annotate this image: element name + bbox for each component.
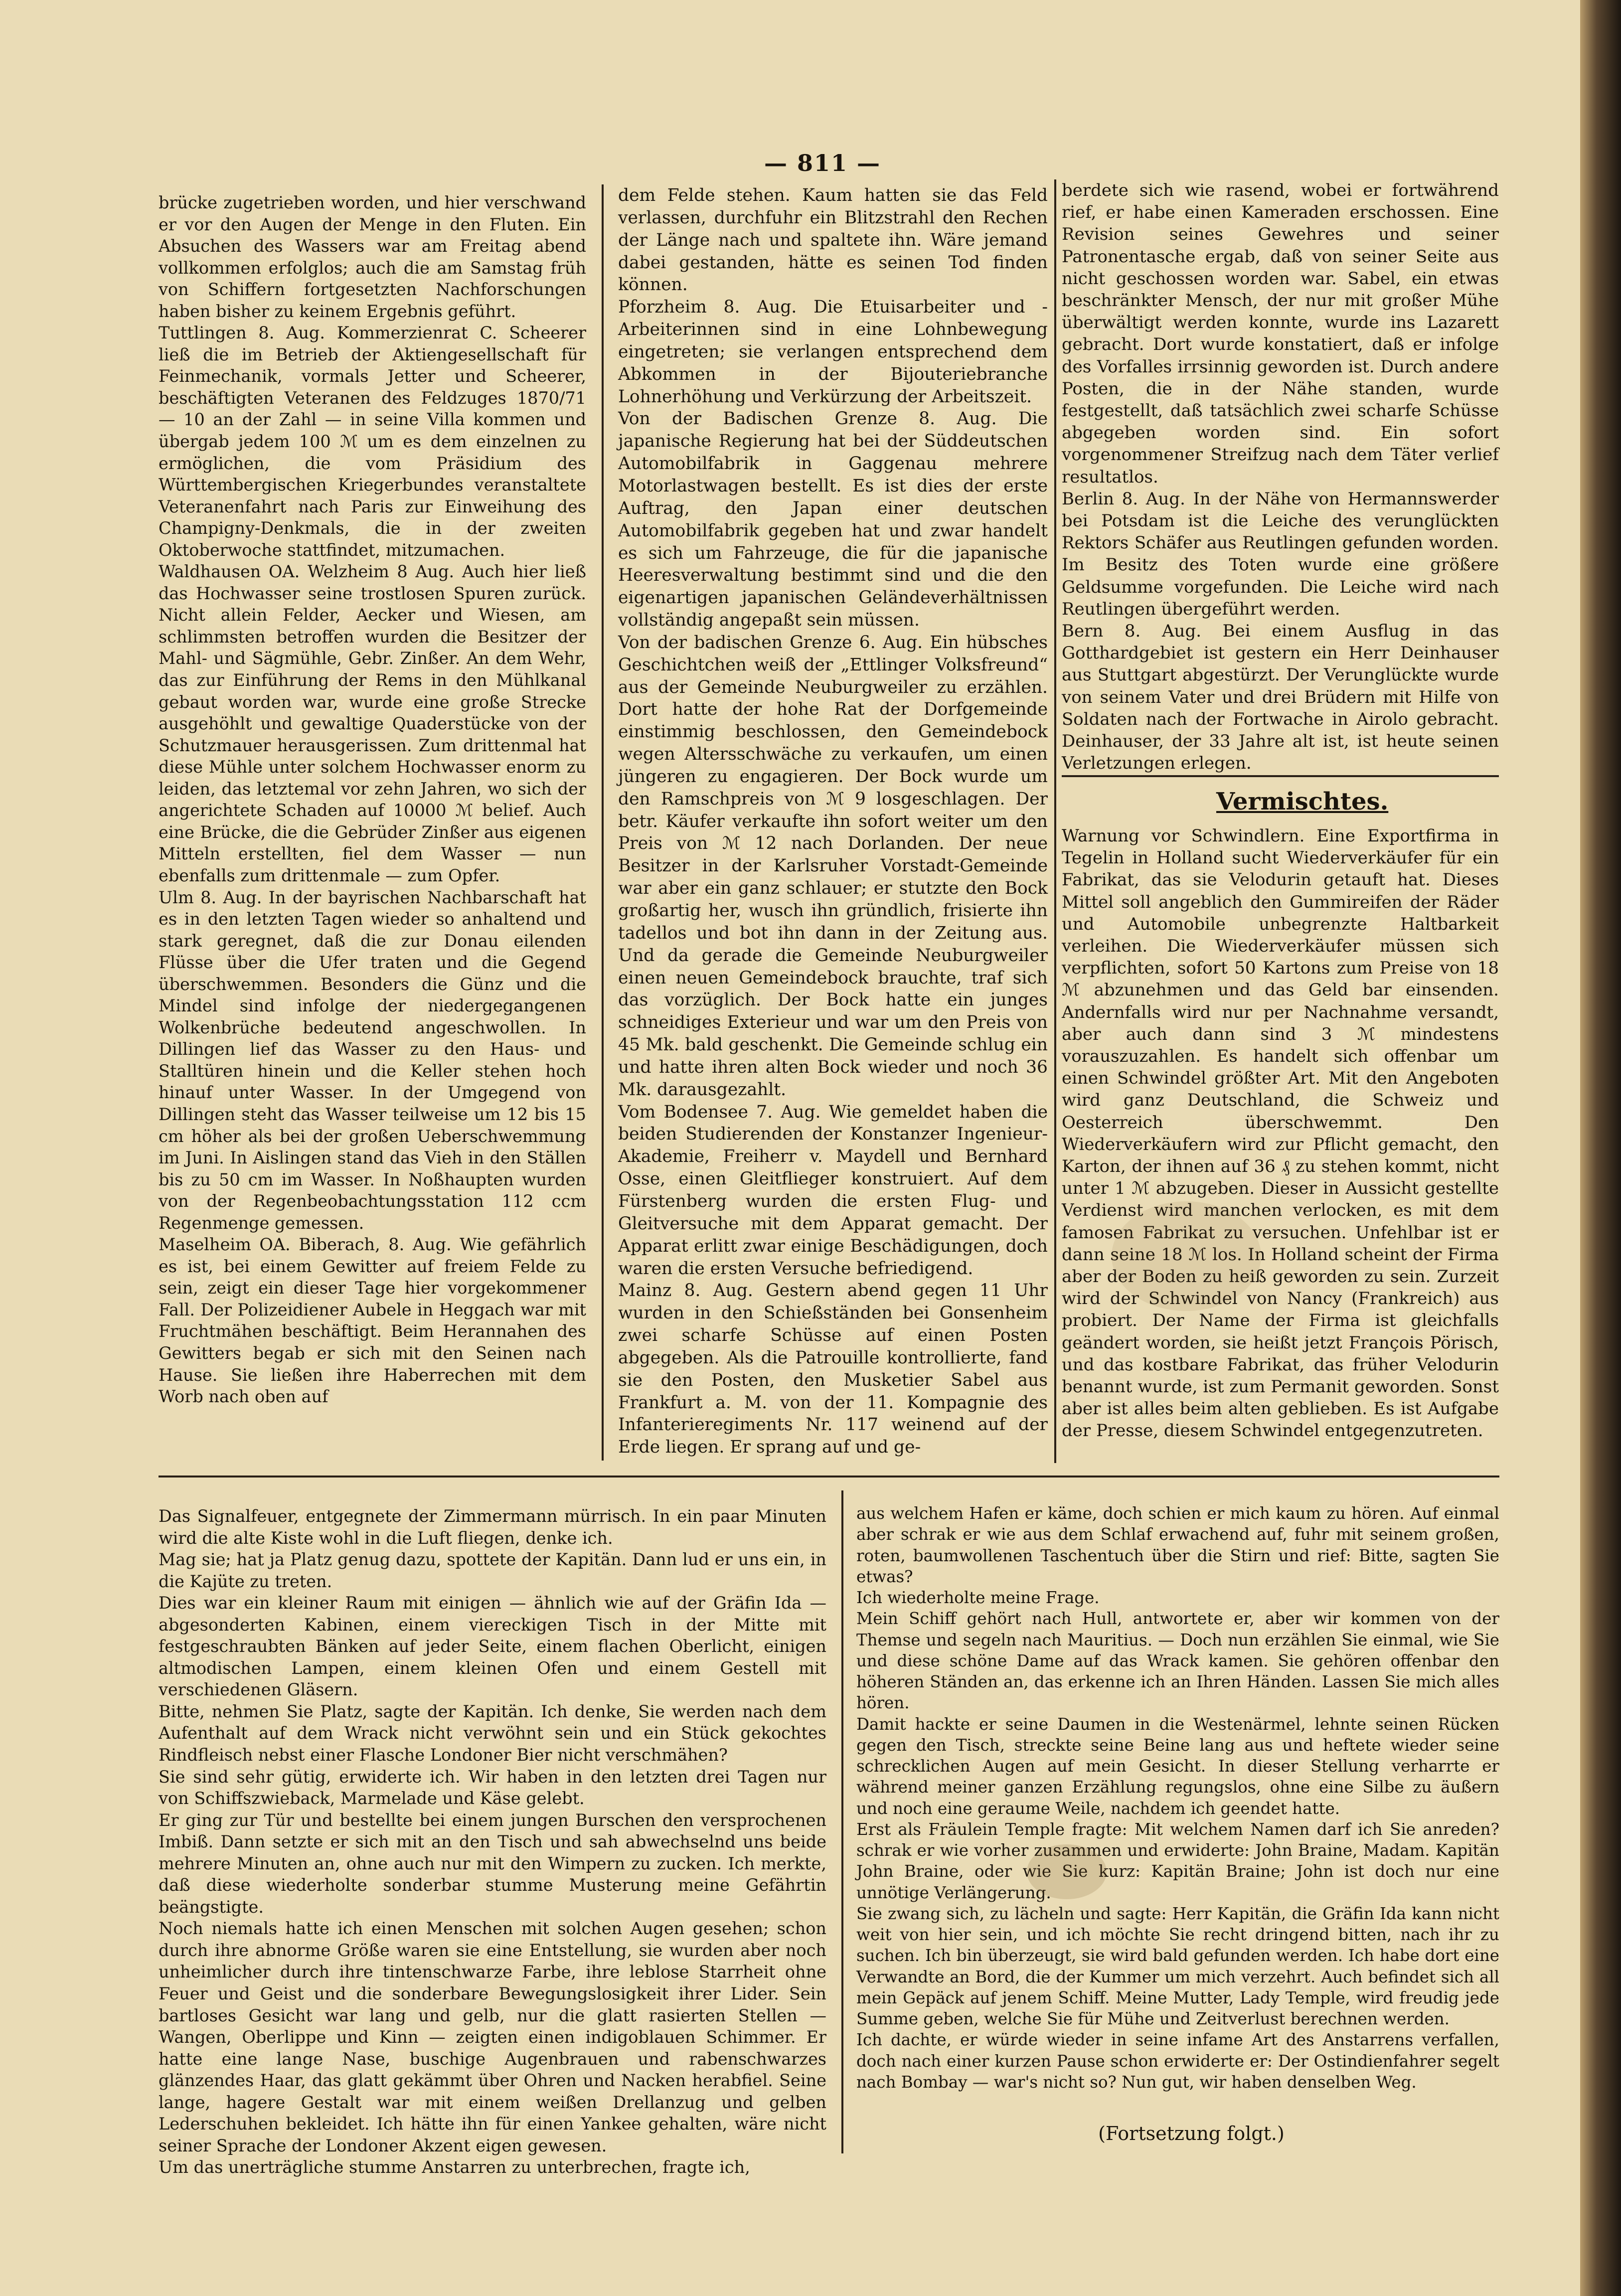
section-heading: Vermischtes. <box>1216 788 1389 816</box>
column-divider <box>841 1490 843 2153</box>
paper-stain <box>1112 1201 1261 1311</box>
news-column-2 <box>618 184 1048 1463</box>
story-text: Das Signalfeuer, entgegnete der Zimmermann mürrisch. In ein paar Minuten wird die alte Kiste wohl in die Luft fliegen, denke ich. Mag sie; hat ja Platz genug dazu, spottete der Kapitän. Dann lud er uns ein, in die Kajüte zu treten. Dies war ein kleiner Raum mit einigen — ähnlich wie auf der Gräfin Ida — abgesonderten Kabinen, einem viereckigen Tisch in der Mitte mit festgeschraubten Bänken auf jeder Seite, einem flachen Oberlicht, einigen altmodischen Lampen, einem kleinen Ofen und einem Gestell mit verschiedenen Gläsern. Bitte, nehmen Sie Platz, sagte der Kapitän. Ich denke, Sie werden nach dem Aufenthalt auf dem Wrack nicht verwöhnt sein und ein Stück gekochtes Rindfleisch nebst einer Flasche Londoner Bier nicht verschmähen? Sie sind sehr gütig, erwiderte ich. Wir haben in den letzten drei Tagen nur von Schiffszwieback, Marmelade und Käse gelebt. Er ging zur Tür und bestellte bei einem jungen Burschen den versprochenen Imbiß. Dann setzte er sich mit an den Tisch und sah abwechselnd uns beide mehrere Minuten an, ohne auch nur mit den Wimpern zu zucken. Ich merkte, daß diese wiederholte sonderbar stumme Musterung meine Gefährtin beängstigte. Noch niemals hatte ich einen Menschen mit solchen Augen gesehen; schon durch ihre abnorme Größe waren sie eine Entstellung, sie wurden aber noch unheimlicher durch ihre tintenschwarze Farbe, ihre leblose Starrheit ohne Feuer und Geist und die sonderbare Bewegungslosigkeit ihrer Lider. Sein bartloses Gesicht war lang und gelb, nur die glatt rasierten Stellen — Wangen, Oberlippe und Kinn — zeigten einen indigoblauen Schimmer. Er hatte eine lange Nase, buschige Augenbrauen und rabenschwarzes glänzendes Haar, das glatt gekämmt über Ohren und Nacken herabfiel. Seine lange, hagere Gestalt war mit einem weißen Drellanzug und gelben Lederschuhen bekleidet. Ich hätte ihn für einen Yankee gehalten, wäre nicht seiner Sprache der Londoner Akzent eigen gewesen. Um das unerträgliche stumme Anstarren zu unterbrechen, fragte ich, <box>159 1506 826 2177</box>
column-text: brücke zugetrieben worden, und hier verschwand er vor den Augen der Menge in den Fluten. Ein Absuchen des Wassers war am Freitag abend vollkommen erfolglos; auch die am Samstag früh von Schiffern fortgesetzten Nachforschungen haben bisher zu keinem Ergebnis geführt. Tuttlingen 8. Aug. Kommerzienrat C. Scheerer ließ die im Betrieb der Aktiengesellschaft für Feinmechanik, vormals Jetter und Scheerer, beschäftigten Veteranen des Feldzuges 1870/71 — 10 an der Zahl — in seine Villa kommen und übergab jedem 100 ℳ um es dem einzelnen zu ermöglichen, die vom Präsidium des Württembergischen Kriegerbundes veranstaltete Veteranenfahrt nach Paris zur Einweihung des Champigny-Denkmals, die in der zweiten Oktoberwoche stattfindet, mitzumachen. Waldhausen OA. Welzheim 8 Aug. Auch hier ließ das Hochwasser seine trostlosen Spuren zurück. Nicht allein Felder, Aecker und Wiesen, am schlimmsten betroffen wurden die Besitzer der Mahl- und Sägmühle, Gebr. Zinßer. An dem Wehr, das zur Einführung der Rems in den Mühlkanal gebaut worden war, wurde eine große Strecke ausgehöhlt und gewaltige Quaderstücke von der Schutzmauer herausgerissen. Zum drittenmal hat diese Mühle unter solchem Hochwasser enorm zu leiden, das letztemal vor zehn Jahren, wo sich der angerichtete Schaden auf 10000 ℳ belief. Auch eine Brücke, die die Gebrüder Zinßer aus eigenen Mitteln erstellten, fiel dem Wasser — nun ebenfalls zum drittenmale — zum Opfer. Ulm 8. Aug. In der bayrischen Nachbarschaft hat es in den letzten Tagen wieder so anhaltend und stark geregnet, daß die zur Donau eilenden Flüsse über die Ufer traten und die Gegend überschwemmen. Besonders die Günz und die Mindel sind infolge der niedergegangenen Wolkenbrüche bedeutend angeschwollen. In Dillingen lief das Wasser zu den Haus- und Stalltüren hinein und die Keller stehen hoch hinauf unter Wasser. In der Umgegend von Dillingen steht das Wasser teilweise um 12 bis 15 cm höher als bei der großen Ueberschwemmung im Juni. In Aislingen stand das Vieh in den Ställen bis zu 50 cm im Wasser. In Noßhaupten wurden von der Regenbeobachtungsstation 112 ccm Regenmenge gemessen. Maselheim OA. Biberach, 8. Aug. Wie gefährlich es ist, bei einem Gewitter auf freiem Felde zu sein, zeigt ein dieser Tage hier vorgekommener Fall. Der Polizeidiener Aubele in Heggach war mit Fruchtmähen beschäftigt. Beim Herannahen des Gewitters begab er sich mit den Seinen nach Hause. Sie ließen ihre Haberrechen mit dem Worb nach oben auf <box>159 193 586 1407</box>
story-column-right <box>856 1503 1499 2116</box>
column-divider <box>602 184 604 1461</box>
news-column-1 <box>159 192 586 1451</box>
feuilleton-divider <box>159 1476 1499 1477</box>
story-text: aus welchem Hafen er käme, doch schien er mich kaum zu hören. Auf einmal aber schrak er wie aus dem Schlaf erwachend auf, fuhr mit seinem großen, roten, baumwollenen Taschentuch über die Stirn und rief: Bitte, sagten Sie etwas? Ich wiederholte meine Frage. Mein Schiff gehört nach Hull, antwortete er, aber wir kommen von der Themse und segeln nach Mauritius. — Doch nun erzählen Sie einmal, wie Sie und diese schöne Dame auf das Wrack kamen. Sie gehören offenbar den höheren Ständen an, das erkenne ich an Ihren Händen. Lassen Sie mich alles hören. Damit hackte er seine Daumen in die Westenärmel, lehnte seinen Rücken gegen den Tisch, streckte seine Beine lang aus und heftete wieder seine schrecklichen Augen auf mein Gesicht. In dieser Stellung verharrte er während meiner ganzen Erzählung regungslos, ohne eine Silbe zu äußern und noch eine geraume Weile, nachdem ich geendet hatte. Erst als Fräulein Temple fragte: Mit welchem Namen darf ich Sie anreden? schrak er wie vorher zusammen und erwiderte: John Braine, Madam. Kapitän John Braine, oder wie Sie kurz: Kapitän Braine; John ist doch nur eine unnötige Verlängerung. Sie zwang sich, zu lächeln und sagte: Herr Kapitän, die Gräfin Ida kann nicht weit von hier sein, und ich möchte Sie recht dringend bitten, nach ihr zu suchen. Ich bin überzeugt, sie wird bald gefunden werden. Ich habe dort eine Verwandte an Bord, die der Kummer um mich verzehrt. Auch befindet sich all mein Gepäck auf jenem Schiff. Meine Mutter, Lady Temple, wird freudig jede Summe geben, welche Sie für Mühe und Zeitverlust berechnen werden. Ich dachte, er würde wieder in seine infame Art des Anstarrens verfallen, doch nach einer kurzen Pause schon erwiderte er: Der Ostindienfahrer segelt nach Bombay — war's nicht so? Nun gut, wir haben denselben Weg. <box>856 1504 1499 2092</box>
column-text: Warnung vor Schwindlern. Eine Exportfirma in Tegelin in Holland sucht Wiederverkäufer für ein Fabrikat, das sie Velodurin getauft hat. Dieses Mittel soll angeblich den Gummireifen der Räder und Automobile unbegrenzte Haltbarkeit verleihen. Die Wiederverkäufer müssen sich verpflichten, sofort 50 Kartons zum Preise von 18 ℳ abzunehmen und das Geld bar einsenden. Andernfalls wird nur per Nachnahme versandt, aber auch dann sind 3 ℳ mindestens vorauszuzahlen. Es handelt sich offenbar um einen Schwindel größter Art. Mit den Angeboten wird ganz Deutschland, die Schweiz und Oesterreich überschwemmt. Den Wiederverkäufern wird zur Pflicht gemacht, den Karton, der ihnen auf 36 ₰ zu stehen kommt, nicht unter 1 ℳ abzugeben. Dieser in Aussicht gestellte Verdienst wird manchen verlocken, es mit dem famosen Fabrikat zu versuchen. Unfehlbar ist er dann seine 18 ℳ los. In Holland scheint der Firma aber der Boden zu heiß geworden zu sein. Zurzeit wird der Schwindel von Nancy (Frankreich) aus probiert. Der Name der Firma ist gleichfalls geändert worden, sie heißt jetzt François Pörisch, und das kostbare Fabrikat, das früher Velodurin benannt wurde, ist zum Permanit geworden. Sonst aber ist alles beim alten geblieben. Es ist Aufgabe der Presse, diesem Schwindel entgegenzutreten. <box>1062 826 1499 1441</box>
page-number: — 811 — <box>764 150 881 176</box>
misc-column <box>1062 825 1499 1468</box>
column-divider <box>1054 179 1056 1463</box>
paper-stain <box>1027 1844 1107 1899</box>
section-divider <box>1062 775 1499 777</box>
continued-note: (Fortsetzung folgt.) <box>1098 2123 1285 2144</box>
column-text: berdete sich wie rasend, wobei er fortwährend rief, er habe einen Kameraden erschossen. Eine Revision seines Gewehres und seiner Patronentasche ergab, daß von seiner Seite aus nicht geschossen worden war. Sabel, ein etwas beschränkter Mensch, der nur mit großer Mühe überwältigt werden konnte, wurde ins Lazarett gebracht. Dort wurde konstatiert, daß er infolge des Vorfalles irrsinnig geworden ist. Durch andere Posten, die in der Nähe standen, wurde festgestellt, daß tatsächlich zwei scharfe Schüsse abgegeben worden sind. Ein sofort vorgenommener Streifzug nach dem Täter verlief resultatlos. Berlin 8. Aug. In der Nähe von Hermannswerder bei Potsdam ist die Leiche des verunglückten Rektors Schäfer aus Reutlingen gefunden worden. Im Besitz des Toten wurde eine größere Geldsumme vorgefunden. Die Leiche wird nach Reutlingen übergeführt werden. Bern 8. Aug. Bei einem Ausflug in das Gotthardgebiet ist gestern ein Herr Deinhauser aus Stuttgart abgestürzt. Der Verunglückte wurde von seinem Vater und drei Brüdern mit Hilfe von Soldaten nach der Fortwache in Airolo gebracht. Deinhauser, der 33 Jahre alt ist, ist heute seinen Verletzungen erlegen. <box>1062 180 1499 774</box>
news-column-3 <box>1062 179 1499 778</box>
column-text: dem Felde stehen. Kaum hatten sie das Feld verlassen, durchfuhr ein Blitzstrahl den Rechen der Länge nach und spaltete ihn. Wäre jemand dabei gestanden, hätte es seinen Tod finden können. Pforzheim 8. Aug. Die Etuisarbeiter und -Arbeiterinnen sind in eine Lohnbewegung eingetreten; sie verlangen entsprechend dem Abkommen in der Bijouteriebranche Lohnerhöhung und Verkürzung der Arbeitszeit. Von der Badischen Grenze 8. Aug. Die japanische Regierung hat bei der Süddeutschen Automobilfabrik in Gaggenau mehrere Motorlastwagen bestellt. Es ist dies der erste Auftrag, den Japan einer deutschen Automobilfabrik gegeben hat und zwar handelt es sich um Fahrzeuge, die für die japanische Heeresverwaltung bestimmt sind und die den eigenartigen japanischen Geländeverhältnissen vollständig angepaßt sein müssen. Von der badischen Grenze 6. Aug. Ein hübsches Geschichtchen weiß der „Ettlinger Volksfreund“ aus der Gemeinde Neuburgweiler zu erzählen. Dort hatte der hohe Rat der Dorfgemeinde einstimmig beschlossen, den Gemeindebock wegen Altersschwäche zu verkaufen, um einen jüngeren zu engagieren. Der Bock wurde um den Ramschpreis von ℳ 9 losgeschlagen. Der betr. Käufer verkaufte ihn sofort weiter um den Preis von ℳ 12 nach Dorlanden. Der neue Besitzer in der Karlsruher Vorstadt-Gemeinde war aber ein ganz schlauer; er stutzte den Bock großartig her, wusch ihn gründlich, frisierte ihn tadellos und bot ihn dann in der Zeitung aus. Und da gerade die Gemeinde Neuburgweiler einen neuen Gemeindebock brauchte, traf sich das vorzüglich. Der Bock hatte ein junges schneidiges Exterieur und war um den Preis von 45 Mk. bald geschenkt. Die Gemeinde schlug ein und hatte ihren alten Bock wieder und noch 36 Mk. darausgezahlt. Vom Bodensee 7. Aug. Wie gemeldet haben die beiden Studierenden der Konstanzer Ingenieur-Akademie, Freiherr v. Maydell und Bernhard Osse, einen Gleitflieger konstruiert. Auf dem Fürstenberg wurden die ersten Flug- und Gleitversuche mit dem Apparat gemacht. Der Apparat erlitt zwar einige Beschädigungen, doch waren die ersten Versuche befriedigend. Mainz 8. Aug. Gestern abend gegen 11 Uhr wurden in den Schießständen bei Gonsenheim zwei scharfe Schüsse auf einen Posten abgegeben. Als die Patrouille kontrollierte, fand sie den Posten, den Musketier Sabel aus Frankfurt a. M. von der 11. Kompagnie des Infanterieregiments Nr. 117 weinend auf der Erde liegen. Er sprang auf und ge- <box>618 185 1048 1458</box>
page-edge-shadow <box>1580 0 1621 2296</box>
story-column-left <box>159 1505 826 2183</box>
